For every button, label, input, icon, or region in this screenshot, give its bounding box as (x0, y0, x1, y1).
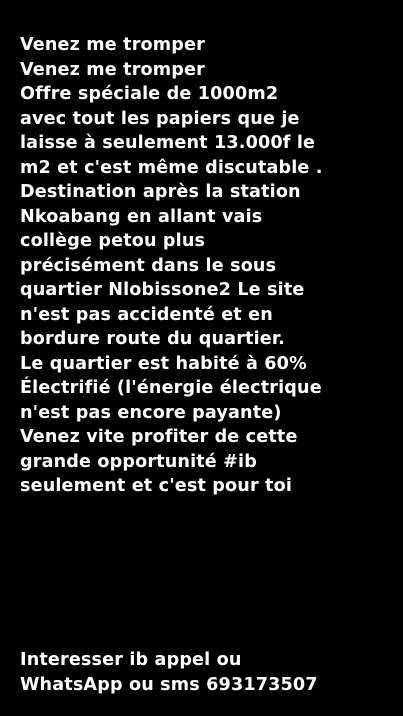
story-line: bordure route du quartier. (20, 329, 286, 349)
story-line: quartier Nlobissone2 Le site (20, 280, 305, 300)
story-line: n'est pas encore payante) (20, 402, 282, 423)
story-line: Offre spéciale de 1000m2 (20, 84, 279, 104)
story-line: Le quartier est habité à 60% (20, 353, 307, 374)
contact-line: Interesser ib appel ou (20, 650, 242, 670)
story-line: collège petou plus (20, 231, 206, 251)
story-line: Venez me tromper (20, 35, 205, 55)
contact-block (20, 648, 400, 697)
story-line: précisément dans le sous (20, 255, 277, 276)
story-line: seulement et c'est pour toi (20, 476, 293, 496)
story-line: Nkoabang en allant vais (20, 206, 263, 227)
story-line: n'est pas accidenté et en (20, 304, 273, 325)
story-line: grande opportunité #ib (20, 451, 257, 472)
contact-line: WhatsApp ou sms 693173507 (20, 674, 318, 695)
story-line: Venez vite profiter de cette (20, 427, 298, 447)
story-line: laisse à seulement 13.000f le (20, 133, 316, 153)
story-line: Électrifié (l'énergie électrique (20, 378, 322, 398)
story-line: avec tout les papiers que je (20, 108, 300, 129)
story-line: m2 et c'est même discutable . (20, 157, 323, 178)
story-line: Destination après la station (20, 182, 301, 202)
story-line: Venez me tromper (20, 59, 205, 80)
story-text-block (20, 33, 400, 499)
